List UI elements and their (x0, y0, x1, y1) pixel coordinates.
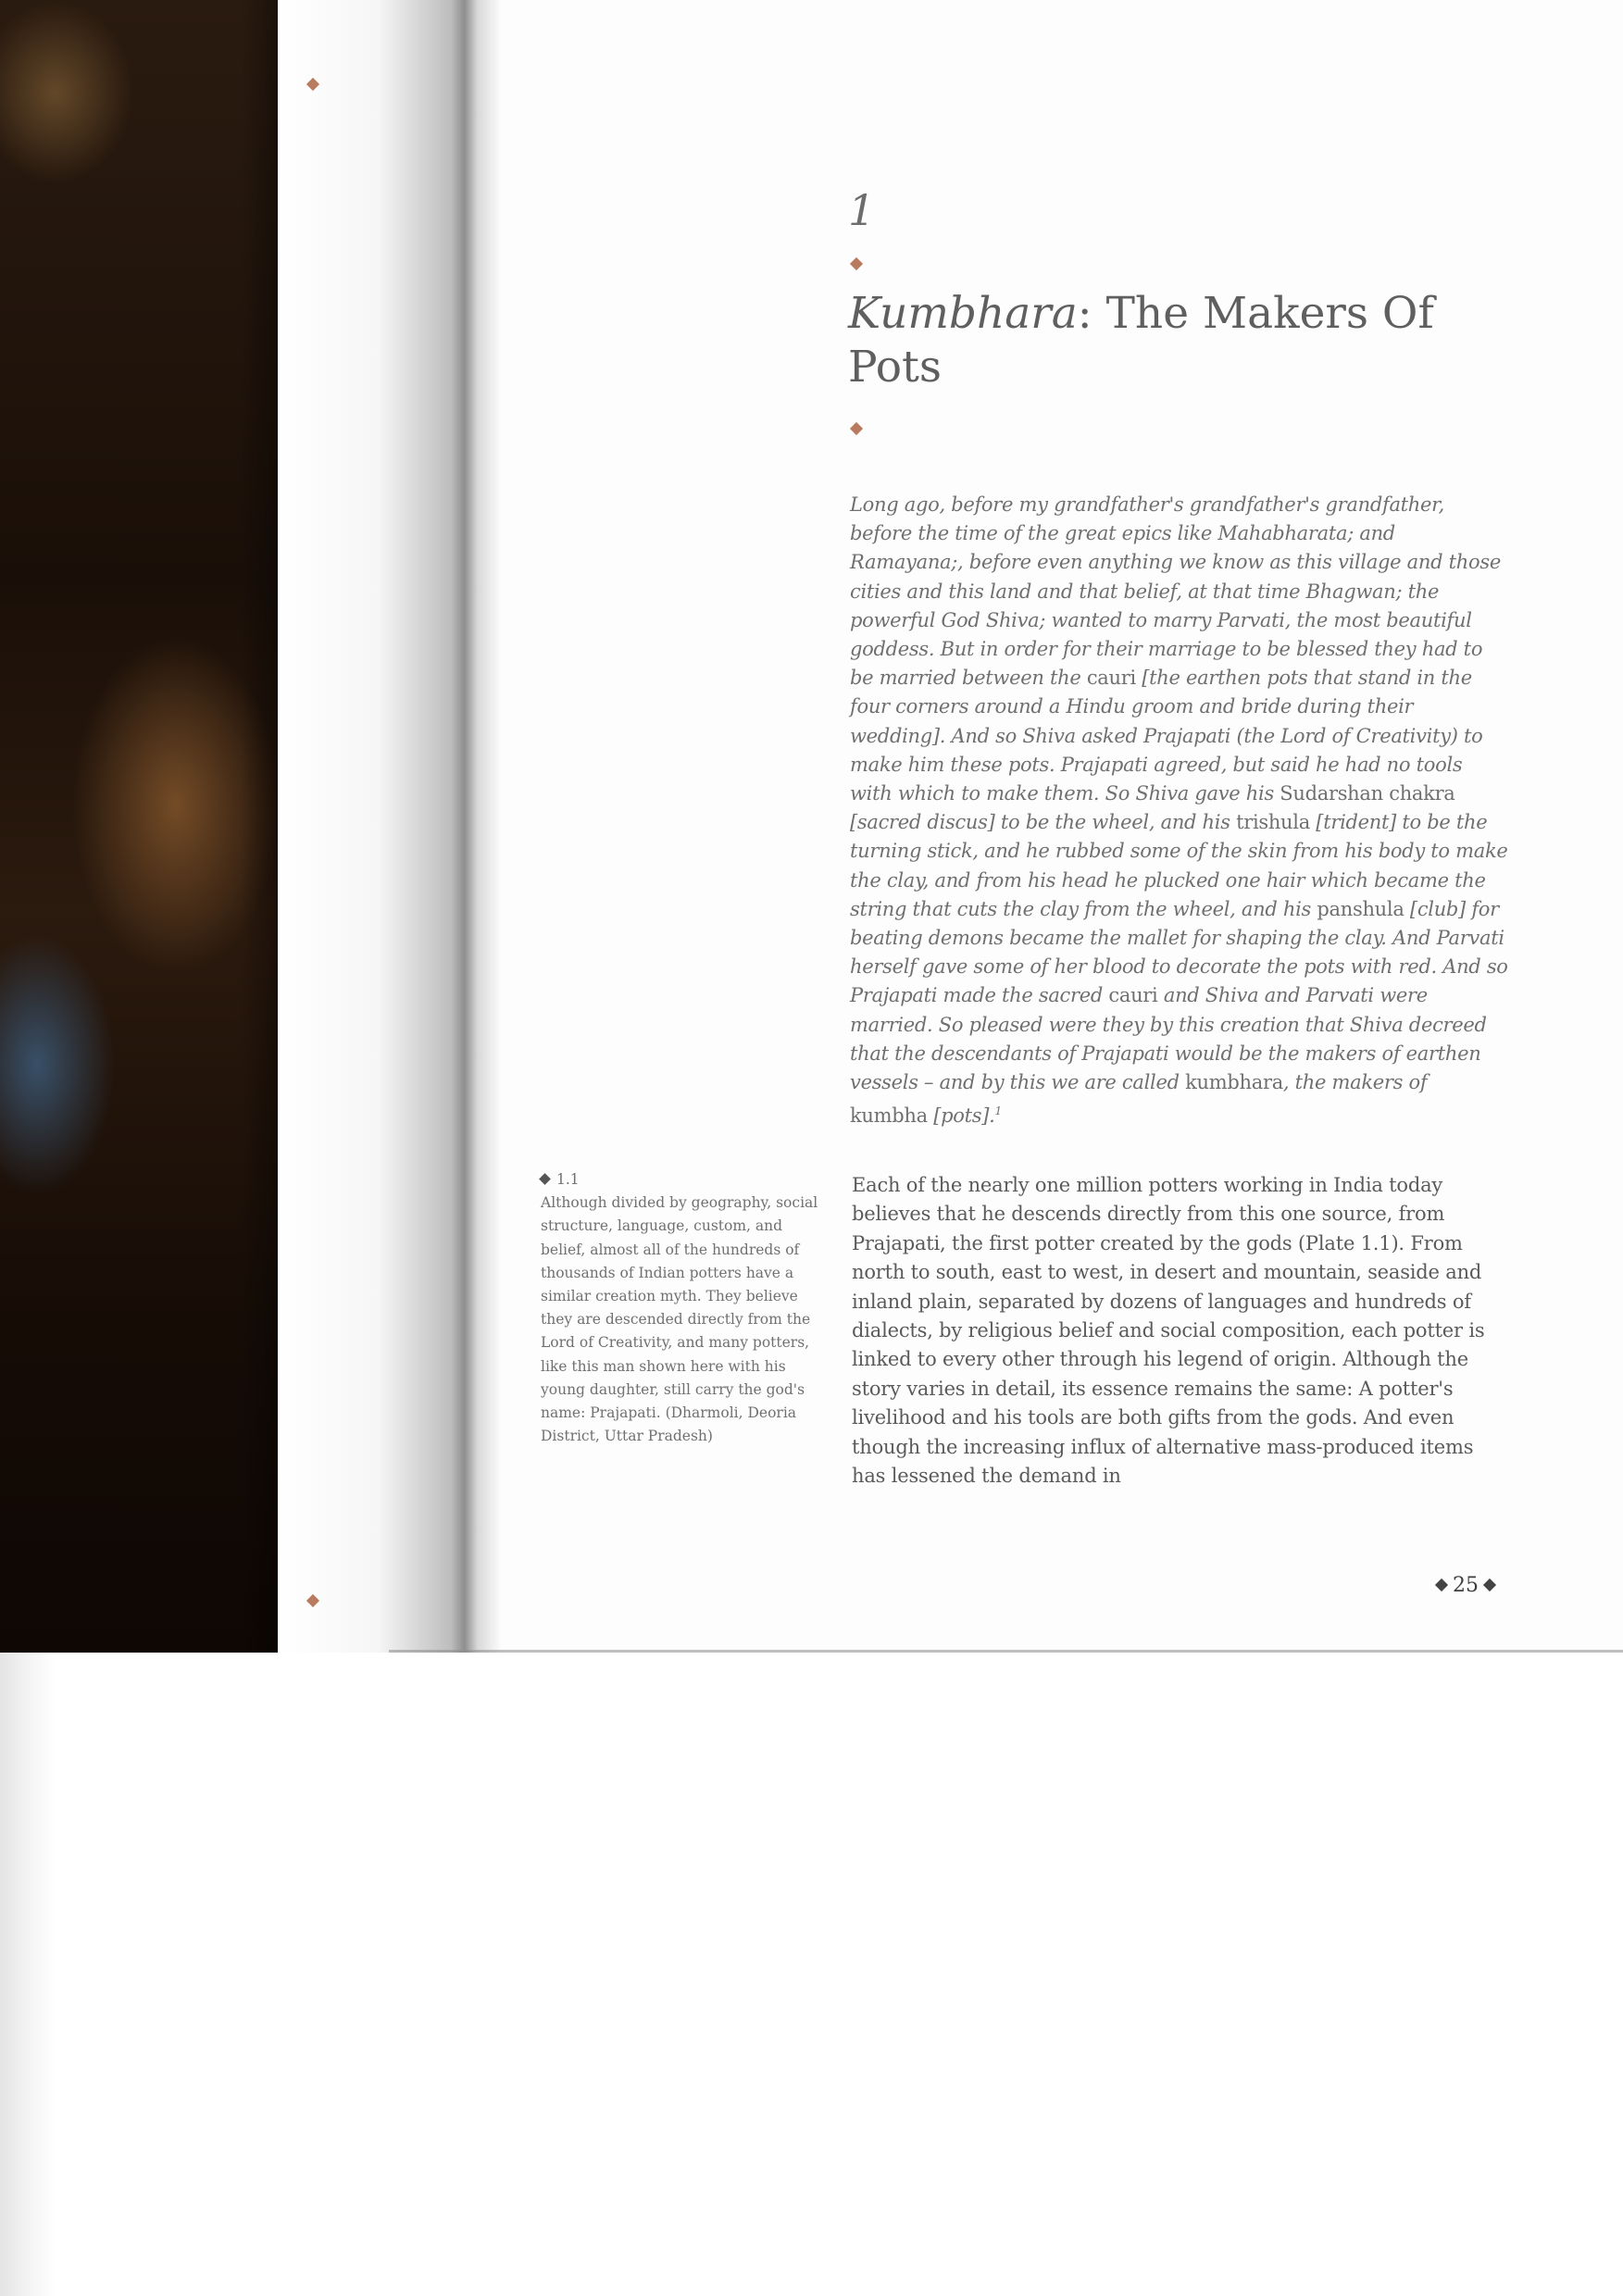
term-cauri: cauri (1108, 984, 1158, 1007)
term-panshula: panshula (1317, 897, 1405, 920)
footnote-marker[interactable]: 1 (994, 1104, 1002, 1118)
myth-text: Long ago, before my grandfather's grandfather's grandfather, before the time of the great epics like Mahabharata; and Ramayana;, before even anything we know as this village and those cities and this land and that belief, at that time Bhagwan; the powerful God Shiva; wanted to marry Parvati, the most beautiful goddess. But in order for their marriage to be blessed they had to be married between the (850, 493, 1501, 690)
myth-text: [the earthen pots that stand in the four corners around a Hindu groom and bride during their wedding]. And so Shiva asked Prajapati (the Lord of Creativity) to make him these pots. Prajapati agreed, but said he had no tools with which to make them. So Shiva gave his (850, 667, 1483, 805)
term-kumbhara: kumbhara (1185, 1071, 1283, 1094)
myth-text: [trident] to be the turning stick, and he rubbed some of the skin from his body to make the clay, and from his head he plucked one hair which became the string that cuts the clay from the wheel, and his (850, 811, 1508, 920)
caption-diamond-icon (539, 1173, 551, 1185)
ornament-diamond-icon (850, 257, 863, 270)
page-number: 25 (1453, 1574, 1479, 1597)
chapter-number: 1 (848, 185, 876, 235)
term-sudarshan-chakra: Sudarshan chakra (1280, 782, 1455, 805)
book-gutter (278, 0, 500, 1653)
myth-text: [club] for beating demons became the mallet for shaping the clay. And Parvati herself gave some of her blood to decorate the pots with red. And so Prajapati made the sacred (850, 897, 1508, 1007)
creation-myth-quote (850, 491, 1509, 1130)
chapter-title-italic: Kumbhara (848, 288, 1078, 339)
caption-label: 1.1 (556, 1171, 580, 1188)
myth-text: , the makers of (1282, 1071, 1428, 1094)
term-trishula: trishula (1236, 811, 1310, 834)
myth-text: [pots]. (927, 1104, 995, 1128)
scanner-bed (0, 1653, 1623, 2296)
ornament-diamond-icon (850, 422, 863, 435)
body-paragraph: Each of the nearly one million potters working in India today believes that he descends directly from this one source, from Prajapati, the first potter created by the gods (Plate 1.1). From north to south, east to west, in desert and mountain, seaside and inland plain, separated by dozens of languages and hundreds of dialects, by religious belief and social composition, each potter is linked to every other through his legend of origin. Although the story varies in detail, its essence remains the same: A potter's livelihood and his tools are both gifts from the gods. And even though the increasing influx of alternative mass-produced items has lessened the demand in (852, 1174, 1485, 1488)
chapter-title (848, 287, 1515, 394)
chapter-title-rest: : The Makers Of Pots (848, 288, 1434, 393)
term-kumbha: kumbha (850, 1104, 928, 1128)
photograph-plate-1-1 (0, 0, 278, 1653)
page-folio (1430, 1574, 1501, 1597)
term-cauri: cauri (1086, 667, 1136, 690)
myth-text: [sacred discus] to be the wheel, and his (850, 811, 1237, 834)
caption-header (541, 1168, 818, 1192)
caption-text: Although divided by geography, social structure, language, custom, and belief, almost all of the hundreds of thousands of Indian potters have a similar creation myth. They believe they are descended directly from the Lord of Creativity, and many potters, like this man shown here with his young daughter, still carry the god's name: Prajapati. (Dharmoli, Deoria District, Uttar Pradesh) (541, 1194, 818, 1445)
folio-diamond-left-icon (1435, 1578, 1448, 1591)
plate-caption (541, 1168, 818, 1448)
myth-text: and Shiva and Parvati were married. So pleased were they by this creation that Shiva decreed that the descendants of Prajapati would be the makers of earthen vessels – and by this we are called (850, 984, 1487, 1094)
folio-diamond-right-icon (1483, 1578, 1496, 1591)
